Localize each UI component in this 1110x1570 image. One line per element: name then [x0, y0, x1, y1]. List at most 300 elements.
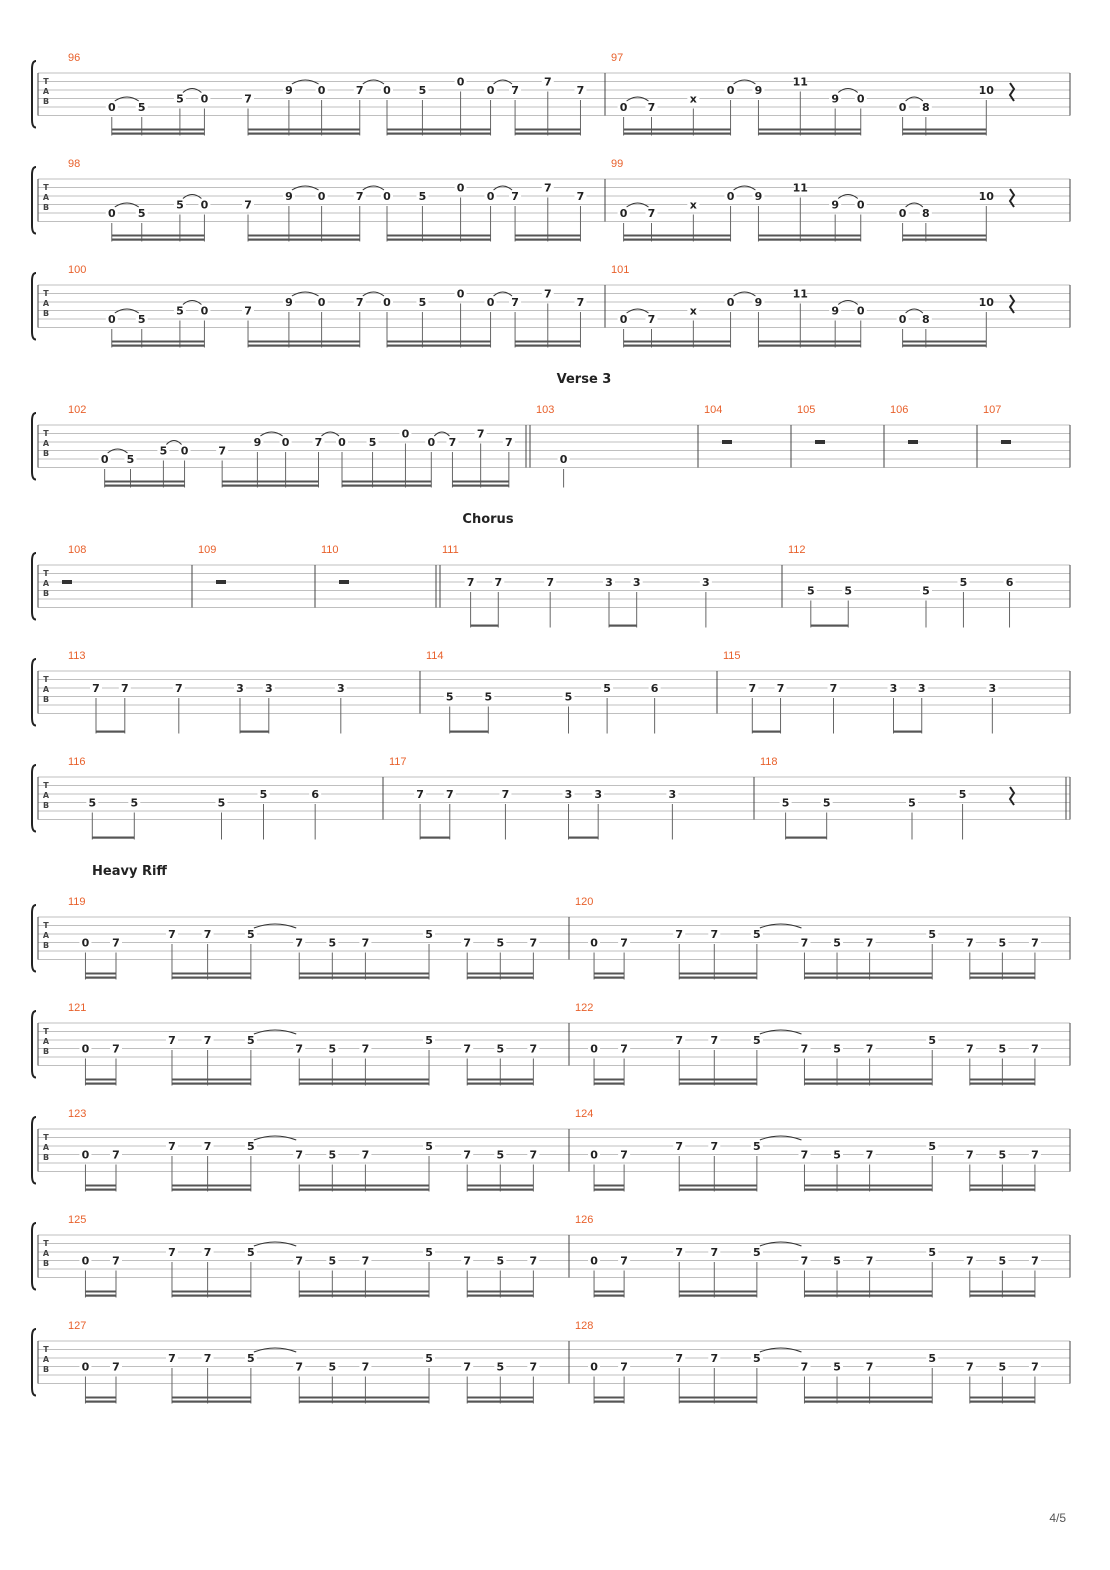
fret-number: 0 [81, 1042, 90, 1056]
tab-clef-letter: B [42, 1047, 50, 1056]
fret-number: 0 [898, 313, 907, 326]
beam [248, 341, 360, 343]
fret-number: 7 [1031, 1360, 1039, 1374]
fret-number: 9 [754, 84, 763, 97]
fret-number: 0 [81, 1254, 90, 1268]
fret-number: 3 [668, 788, 677, 801]
fret-number: 0 [726, 190, 735, 203]
tab-system [32, 650, 1070, 734]
beam [299, 977, 429, 979]
beam [172, 1185, 251, 1187]
beam [594, 1401, 624, 1403]
fret-number: 3 [632, 576, 641, 589]
fret-number: 7 [416, 788, 424, 801]
fret-number: 0 [456, 181, 465, 195]
fret-number: 3 [988, 682, 997, 695]
fret-number: 0 [856, 198, 865, 212]
beam [112, 235, 205, 237]
fret-number: 7 [244, 198, 252, 212]
fret-number: 5 [425, 1246, 433, 1259]
beam [758, 235, 860, 237]
tab-clef-letter: B [42, 1153, 50, 1162]
fret-number: 7 [965, 1042, 974, 1056]
beam [172, 1083, 251, 1085]
fret-number: 0 [107, 313, 116, 326]
beam [471, 625, 499, 627]
beam [248, 239, 360, 241]
fret-number: 0 [180, 444, 189, 458]
tab-system [32, 1214, 1070, 1298]
fret-number: 7 [92, 682, 100, 695]
fret-number: 5 [958, 788, 967, 801]
beam [92, 837, 134, 839]
fret-number: 7 [203, 928, 212, 941]
bar-number: 108 [68, 544, 87, 556]
bar-number: 103 [536, 404, 555, 416]
beam [248, 129, 360, 131]
beam [105, 485, 185, 487]
fret-number: 5 [217, 796, 226, 810]
bar-number: 118 [760, 756, 778, 768]
fret-number: 7 [295, 1360, 304, 1374]
fret-number: 7 [511, 84, 519, 97]
beam [467, 1291, 533, 1293]
fret-number: 7 [865, 936, 874, 950]
fret-number: 5 [998, 1148, 1007, 1162]
tab-clef-letter: B [42, 97, 50, 106]
tab-clef-letter: A [42, 791, 50, 800]
fret-number: 0 [456, 287, 465, 301]
tab-clef-letter: B [42, 941, 50, 950]
tab-clef-letter: A [42, 1037, 50, 1046]
bar-number: 96 [68, 52, 81, 64]
bar-number: 113 [68, 650, 86, 662]
tab-system [32, 158, 1070, 242]
fret-number: 0 [726, 84, 735, 97]
beam [679, 973, 757, 975]
fret-number: 0 [317, 296, 326, 309]
beam [903, 341, 987, 343]
fret-number: 5 [833, 936, 841, 950]
fret-number: 7 [476, 427, 485, 441]
beam [387, 129, 491, 131]
tab-system [32, 52, 1070, 136]
fret-number: 7 [203, 1140, 212, 1153]
fret-number: 0 [590, 936, 598, 950]
tab-system [32, 1320, 1070, 1404]
fret-number: 5 [418, 296, 427, 309]
beam [515, 129, 580, 131]
fret-number: 5 [998, 1360, 1007, 1374]
fret-number: 7 [501, 788, 510, 801]
bar-number: 104 [704, 404, 723, 416]
fret-number: 9 [831, 92, 840, 106]
beam [594, 1295, 624, 1297]
fret-number: 0 [726, 296, 735, 309]
fret-number: 10 [978, 84, 994, 97]
fret-number: 3 [702, 576, 710, 589]
bar-number: 109 [198, 544, 217, 556]
fret-number: 7 [965, 1360, 974, 1374]
beam [804, 1185, 932, 1187]
fret-number: 5 [328, 1360, 337, 1374]
fret-number: 7 [647, 313, 656, 326]
beam [752, 731, 780, 733]
fret-number: 7 [865, 1254, 874, 1268]
fret-number: 5 [445, 690, 454, 704]
bar-number: 116 [68, 756, 86, 768]
beam [387, 239, 491, 241]
bar-number: 107 [983, 404, 1002, 416]
tie [260, 432, 282, 436]
fret-number: 5 [998, 1042, 1007, 1056]
tab-system [32, 1108, 1070, 1192]
tab-clef-letter: A [42, 931, 50, 940]
beam [450, 731, 489, 733]
fret-number: 7 [529, 1148, 538, 1162]
fret-number: 5 [928, 928, 937, 941]
beam [248, 133, 360, 135]
fret-number: 7 [463, 936, 472, 950]
beam [172, 1397, 251, 1399]
beam [96, 731, 125, 733]
fret-number: 7 [620, 936, 628, 950]
tab-clef-letter: A [42, 579, 50, 588]
beam [387, 345, 491, 347]
fret-number: 9 [754, 190, 763, 203]
beam [112, 239, 205, 241]
beam [112, 133, 205, 135]
fret-number: 3 [605, 576, 613, 589]
tab-clef-letter: B [42, 309, 50, 318]
whole-rest [722, 440, 732, 444]
beam [758, 133, 860, 135]
fret-number: 7 [965, 1254, 974, 1268]
bar-number: 128 [575, 1320, 594, 1332]
fret-number: 7 [463, 1148, 472, 1162]
fret-number: 7 [965, 1148, 974, 1162]
fret-number: 5 [496, 1148, 505, 1162]
beam [515, 345, 580, 347]
fret-number: 5 [247, 1140, 255, 1153]
tab-system [32, 512, 1070, 628]
beam [299, 1295, 429, 1297]
beam [515, 341, 580, 343]
fret-number: 5 [753, 928, 761, 941]
fret-number: 7 [314, 436, 323, 449]
beam [85, 1295, 116, 1297]
fret-number: 0 [383, 296, 391, 309]
beam [679, 1185, 757, 1187]
fret-number: 0 [81, 1360, 90, 1374]
fret-number: 5 [959, 576, 968, 589]
fret-number: 7 [463, 1360, 472, 1374]
fret-number: 7 [529, 936, 538, 950]
beam [172, 1291, 251, 1293]
fret-number: 10 [978, 296, 994, 309]
fret-number: 5 [328, 936, 337, 950]
beam [804, 977, 932, 979]
tab-clef-letter: T [43, 569, 49, 578]
staff-bracket [32, 553, 36, 620]
fret-number: 0 [100, 453, 109, 466]
fret-number: 0 [619, 207, 628, 220]
beam [387, 235, 491, 237]
beam [467, 1079, 533, 1081]
fret-number: 0 [281, 436, 290, 449]
bar-number: 106 [890, 404, 909, 416]
fret-number: x [689, 92, 697, 106]
fret-number: 5 [833, 1148, 841, 1162]
bar-number: 112 [788, 544, 806, 556]
fret-number: 0 [486, 84, 495, 97]
fret-number: 7 [295, 1042, 304, 1056]
beam [758, 129, 860, 131]
beam [679, 1291, 757, 1293]
tie [254, 1348, 296, 1352]
beam [970, 1185, 1035, 1187]
fret-number: 5 [425, 928, 433, 941]
fret-number: 0 [898, 101, 907, 114]
fret-number: 7 [620, 1254, 628, 1268]
tab-clef-letter: T [43, 77, 49, 86]
fret-number: 0 [317, 190, 326, 203]
tie [254, 1242, 296, 1246]
fret-number: 7 [620, 1360, 628, 1374]
fret-number: 0 [590, 1360, 598, 1374]
tab-system [32, 372, 1070, 488]
fret-number: 7 [168, 1352, 176, 1365]
beam [970, 973, 1035, 975]
tie [115, 97, 139, 101]
beam [970, 1189, 1035, 1191]
tab-clef-letter: B [42, 1259, 50, 1268]
fret-number: 7 [112, 1360, 120, 1374]
beam [679, 1401, 757, 1403]
fret-number: 5 [908, 796, 916, 810]
beam [222, 481, 318, 483]
fret-number: 5 [998, 1254, 1007, 1268]
beam [467, 1083, 533, 1085]
tie [734, 80, 756, 84]
beam [624, 133, 731, 135]
fret-number: 7 [218, 444, 226, 458]
fret-number: 0 [200, 304, 209, 318]
fret-number: 7 [675, 1140, 684, 1153]
fret-number: 7 [800, 1042, 809, 1056]
systems-layer [32, 52, 1070, 1404]
fret-number: 7 [355, 84, 364, 97]
tie [760, 1030, 802, 1034]
tab-system [32, 264, 1070, 348]
tie [838, 195, 858, 199]
fret-number: 7 [865, 1042, 874, 1056]
fret-number: 7 [448, 436, 457, 449]
fret-number: 5 [176, 92, 184, 106]
fret-number: 7 [800, 1254, 809, 1268]
beam [85, 973, 116, 975]
beam [903, 133, 987, 135]
fret-number: 5 [247, 1352, 255, 1365]
staff-bracket [32, 1223, 36, 1290]
beam [804, 1189, 932, 1191]
fret-number: 9 [831, 198, 840, 212]
fret-number: 7 [112, 1148, 120, 1162]
beam [624, 341, 731, 343]
fret-number: 0 [898, 207, 907, 220]
fret-number: 0 [619, 101, 628, 114]
fret-number: 0 [559, 453, 568, 466]
beam [970, 1397, 1035, 1399]
fret-number: 7 [620, 1148, 628, 1162]
fret-number: 7 [112, 1254, 120, 1268]
fret-number: 7 [244, 92, 252, 106]
fret-number: 7 [463, 1254, 472, 1268]
tie [254, 924, 296, 928]
beam [758, 345, 860, 347]
whole-rest [908, 440, 918, 444]
tie [906, 309, 923, 313]
beam [804, 1083, 932, 1085]
fret-number: 7 [505, 436, 513, 449]
tie [434, 432, 449, 436]
fret-number: 0 [401, 427, 410, 441]
beam [515, 239, 580, 241]
beam [85, 1083, 116, 1085]
fret-number: 7 [494, 576, 503, 589]
beam [452, 485, 508, 487]
fret-number: 7 [543, 287, 552, 301]
tab-clef-letter: T [43, 921, 49, 930]
beam [970, 1295, 1035, 1297]
fret-number: 7 [203, 1246, 212, 1259]
tab-clef-letter: B [42, 801, 50, 810]
beam [299, 1397, 429, 1399]
page-number: 4/5 [1049, 1511, 1066, 1525]
tab-clef-letter: B [42, 1365, 50, 1374]
fret-number: 7 [203, 1352, 212, 1365]
fret-number: 6 [311, 788, 319, 801]
beam [903, 345, 987, 347]
bar-number: 127 [68, 1320, 87, 1332]
fret-number: 5 [88, 796, 97, 810]
fret-number: 8 [922, 207, 930, 220]
fret-number: 0 [619, 313, 628, 326]
fret-number: 11 [792, 75, 808, 89]
fret-number: 9 [285, 296, 293, 309]
beam [903, 129, 987, 131]
fret-number: 7 [168, 1140, 176, 1153]
beam [970, 1083, 1035, 1085]
tie [322, 432, 340, 436]
fret-number: 5 [496, 1360, 505, 1374]
tie [734, 292, 756, 296]
fret-number: 5 [176, 198, 184, 212]
beam [903, 239, 987, 241]
fret-number: 7 [112, 936, 120, 950]
tie [183, 195, 202, 199]
whole-rest [62, 580, 72, 584]
fret-number: 7 [829, 682, 838, 695]
fret-number: 0 [383, 84, 391, 97]
beam [804, 973, 932, 975]
beam [248, 235, 360, 237]
fret-number: 7 [466, 576, 475, 589]
fret-number: 7 [529, 1360, 538, 1374]
fret-number: 0 [81, 1148, 90, 1162]
beam [299, 1291, 429, 1293]
tab-clef-letter: A [42, 1143, 50, 1152]
fret-number: 5 [928, 1140, 937, 1153]
fret-number: 5 [247, 928, 255, 941]
fret-number: 5 [928, 1246, 937, 1259]
fret-number: 7 [355, 296, 364, 309]
fret-number: 5 [130, 796, 139, 810]
tab-clef-letter: T [43, 1239, 49, 1248]
fret-number: 0 [383, 190, 391, 203]
beam [594, 1083, 624, 1085]
fret-number: 7 [1031, 936, 1039, 950]
fret-number: 5 [806, 584, 815, 598]
tie [627, 309, 649, 313]
tie [838, 89, 858, 93]
tie [760, 1348, 802, 1352]
beam [172, 977, 251, 979]
fret-number: 7 [361, 936, 370, 950]
fret-number: 0 [486, 296, 495, 309]
fret-number: 0 [590, 1254, 598, 1268]
bar-number: 105 [797, 404, 816, 416]
fret-number: 8 [922, 313, 930, 326]
fret-number: 8 [922, 101, 930, 114]
fret-number: 7 [168, 1246, 176, 1259]
fret-number: 7 [361, 1360, 370, 1374]
fret-number: 7 [1031, 1148, 1039, 1162]
fret-number: 9 [253, 436, 262, 449]
fret-number: 5 [418, 190, 427, 203]
fret-number: 5 [328, 1254, 337, 1268]
fret-number: 5 [137, 313, 146, 326]
bar-number: 100 [68, 264, 87, 276]
tab-clef-letter: T [43, 183, 49, 192]
beam [112, 345, 205, 347]
beam [679, 977, 757, 979]
fret-number: 7 [675, 1034, 684, 1047]
fret-number: 7 [576, 190, 585, 203]
bar-number: 119 [68, 896, 86, 908]
fret-number: 7 [576, 84, 585, 97]
beam [804, 1295, 932, 1297]
tie [494, 80, 513, 84]
beam [758, 341, 860, 343]
fret-number: 0 [456, 75, 465, 89]
fret-number: 11 [792, 181, 808, 195]
fret-number: 5 [753, 1352, 761, 1365]
beam [624, 239, 731, 241]
fret-number: 9 [831, 304, 840, 318]
fret-number: 5 [247, 1246, 255, 1259]
beam [387, 133, 491, 135]
beam [85, 1397, 116, 1399]
beam [624, 345, 731, 347]
fret-number: 7 [710, 928, 719, 941]
fret-number: 0 [486, 190, 495, 203]
staff-bracket [32, 765, 36, 832]
beam [85, 1189, 116, 1191]
fret-number: 7 [120, 682, 129, 695]
fret-number: 7 [295, 936, 304, 950]
tie [292, 186, 319, 190]
